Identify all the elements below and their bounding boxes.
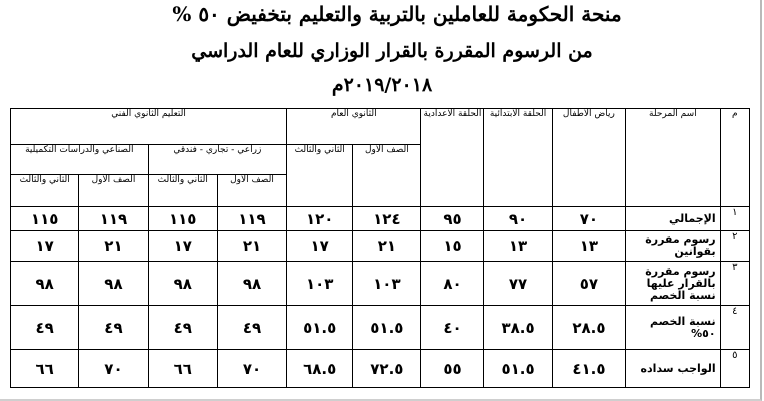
value-cell: ٤٩ — [79, 306, 148, 350]
value-cell: ١٢٠ — [287, 207, 353, 231]
value-cell: ١٧ — [148, 231, 217, 262]
value-cell: ٧٠ — [217, 350, 286, 388]
col-header-industrial-second-third: الثاني والثالث — [11, 175, 79, 207]
value-cell: ٩٨ — [11, 262, 79, 306]
value-cell: ٢١ — [79, 231, 148, 262]
col-header-agri-first: الصف الأول — [217, 175, 286, 207]
value-cell: ٦٦ — [11, 350, 79, 388]
col-header-general-first: الصف الأول — [353, 145, 421, 207]
value-cell: ٨٠ — [421, 262, 484, 306]
row-label: الإجمالي — [626, 207, 720, 231]
value-cell: ٢١ — [353, 231, 421, 262]
value-cell: ٩٨ — [79, 262, 148, 306]
value-cell: ٤٠ — [421, 306, 484, 350]
header-row-1 — [11, 109, 750, 145]
value-cell: ١١٥ — [148, 207, 217, 231]
value-cell: ٩٠ — [484, 207, 552, 231]
row-index: ٥ — [720, 350, 749, 388]
col-header-agri-second-third: الثاني والثالث — [148, 175, 217, 207]
value-cell: ٩٥ — [421, 207, 484, 231]
col-header-general-second-third: الثاني والثالث — [287, 145, 353, 207]
value-cell: ١٧ — [287, 231, 353, 262]
value-cell: ١٧ — [11, 231, 79, 262]
table-row — [11, 262, 750, 306]
row-index: ٤ — [720, 306, 749, 350]
col-header-industrial-first: الصف الأول — [79, 175, 148, 207]
value-cell: ١٠٣ — [353, 262, 421, 306]
col-header-primary: الحلقة الابتدائية — [484, 109, 552, 207]
fees-table — [10, 108, 750, 388]
value-cell: ١١٩ — [217, 207, 286, 231]
value-cell: ١٠٣ — [287, 262, 353, 306]
row-index: ٢ — [720, 231, 749, 262]
academic-year: ٢٠١٩/٢٠١٨م — [331, 74, 433, 96]
value-cell: ٥١.٥ — [353, 306, 421, 350]
value-cell: ٥٥ — [421, 350, 484, 388]
row-index: ٣ — [720, 262, 749, 306]
col-header-kindergarten: رياض الأطفال — [552, 109, 625, 207]
row-index: ١ — [720, 207, 749, 231]
value-cell: ٤٩ — [148, 306, 217, 350]
value-cell: ٤٩ — [11, 306, 79, 350]
value-cell: ١٥ — [421, 231, 484, 262]
value-cell: ١٣ — [552, 231, 625, 262]
row-label: رسوم مقررة بقوانين — [626, 231, 720, 262]
col-header-general-secondary: الثانوي العام — [287, 109, 421, 145]
value-cell: ١١٩ — [79, 207, 148, 231]
value-cell: ٣٨.٥ — [484, 306, 552, 350]
value-cell: ٥١.٥ — [287, 306, 353, 350]
value-cell: ٥٧ — [552, 262, 625, 306]
col-header-agri-commercial: زراعي - تجاري - فندقي — [148, 145, 287, 175]
col-header-index: م — [720, 109, 749, 207]
value-cell: ١٢٤ — [353, 207, 421, 231]
value-cell: ١١٥ — [11, 207, 79, 231]
value-cell: ٤٩ — [217, 306, 286, 350]
value-cell: ٩٨ — [148, 262, 217, 306]
value-cell: ٤١.٥ — [552, 350, 625, 388]
col-header-technical-secondary: التعليم الثانوي الفني — [11, 109, 287, 145]
col-header-industrial: الصناعي والدراسات التكميلية — [11, 145, 149, 175]
value-cell: ٩٨ — [217, 262, 286, 306]
row-label: الواجب سداده — [626, 350, 720, 388]
document-subtitle: من الرسوم المقررة بالقرار الوزاري للعام الدراسي — [191, 40, 593, 62]
value-cell: ١٣ — [484, 231, 552, 262]
value-cell: ٧٠ — [79, 350, 148, 388]
col-header-preparatory: الحلقة الاعدادية — [421, 109, 484, 207]
value-cell: ٧٧ — [484, 262, 552, 306]
value-cell: ٧٠ — [552, 207, 625, 231]
row-label: نسبة الخصم ٥٠% — [626, 306, 720, 350]
value-cell: ٧٢.٥ — [353, 350, 421, 388]
value-cell: ٥١.٥ — [484, 350, 552, 388]
value-cell: ٦٨.٥ — [287, 350, 353, 388]
document-title: منحة الحكومة للعاملين بالتربية والتعليم بتخفيض ٥٠ % — [172, 2, 622, 26]
row-label: رسوم مقررة بالقرار عليها نسبة الخصم — [626, 262, 720, 306]
table-row — [11, 207, 750, 231]
value-cell: ٢١ — [217, 231, 286, 262]
value-cell: ٦٦ — [148, 350, 217, 388]
table-row — [11, 306, 750, 350]
col-header-stage-name: اسم المرحلة — [626, 109, 720, 207]
value-cell: ٢٨.٥ — [552, 306, 625, 350]
table-row — [11, 350, 750, 388]
table-row — [11, 231, 750, 262]
